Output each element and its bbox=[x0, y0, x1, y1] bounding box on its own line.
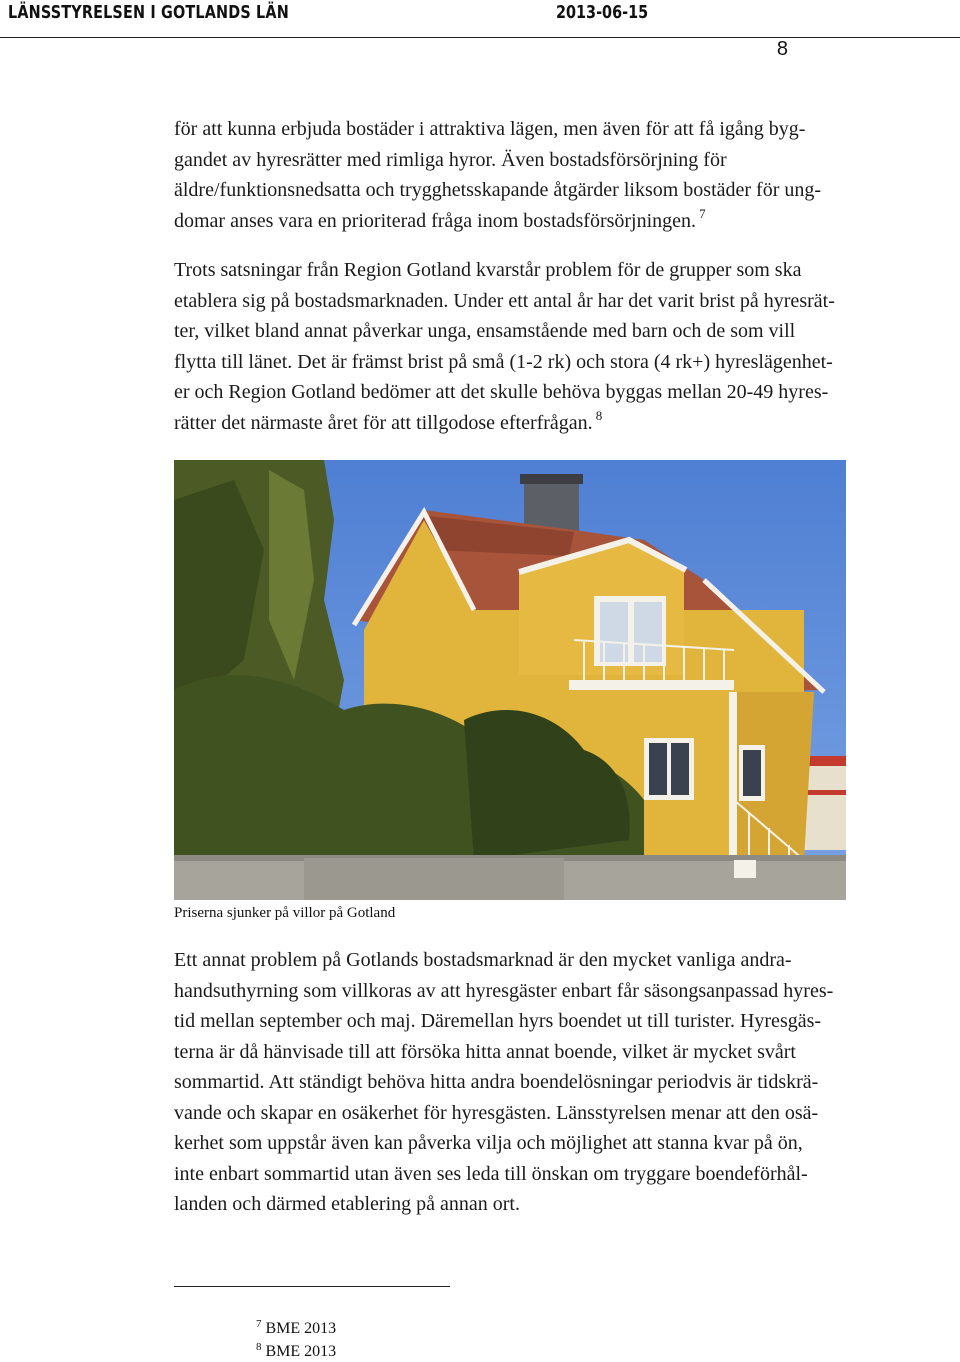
yellow-house-photo-icon bbox=[174, 460, 846, 900]
paragraph-3 bbox=[174, 945, 916, 1220]
text-line-content: rätter det närmaste året för att tillgodose efterfrågan. bbox=[174, 411, 593, 434]
house-photo bbox=[174, 460, 846, 900]
text-line: för att kunna erbjuda bostäder i attraktiva lägen, men även för att få igång byg- bbox=[174, 118, 806, 140]
page-number: 8 bbox=[776, 38, 788, 60]
text-line bbox=[174, 408, 916, 439]
paragraph-1 bbox=[174, 114, 916, 236]
text-line: inte enbart sommartid utan även ses leda till önskan om tryggare boendeförhål- bbox=[174, 1162, 808, 1185]
text-line: ter, vilket bland annat påverkar unga, ensamstående med barn och de som vill bbox=[174, 320, 796, 342]
text-line: kerhet som uppstår även kan påverka vilja och möjlighet att stanna kvar på ön, bbox=[174, 1132, 803, 1154]
footnote-text: BME 2013 bbox=[265, 1343, 337, 1360]
footnote-reference[interactable]: 8 bbox=[595, 407, 603, 423]
header-date: 2013-06-15 bbox=[556, 2, 649, 23]
footnote-number: 8 bbox=[256, 1341, 262, 1353]
text-line-content: domar anses vara en prioriterad fråga inom bostadsförsörjningen. bbox=[174, 209, 697, 232]
footnote-reference[interactable]: 7 bbox=[699, 205, 706, 221]
text-line: Trots satsningar från Region Gotland kvarstår problem för de grupper som ska bbox=[174, 259, 802, 281]
text-line: gandet av hyresrätter med rimliga hyror. Även bostadsförsörjning för bbox=[174, 148, 727, 171]
text-line: etablera sig på bostadsmarknaden. Under ett antal år har det varit brist på hyresrät- bbox=[174, 289, 835, 312]
paragraph-2 bbox=[174, 255, 916, 438]
footnote-separator bbox=[174, 1286, 450, 1287]
footnote-8 bbox=[256, 1343, 336, 1361]
text-line: sommartid. Att ständigt behöva hitta andra boendelösningar periodvis är tidskrä- bbox=[174, 1071, 819, 1093]
text-line: terna är då hänvisade till att försöka hitta annat boende, vilket är mycket svårt bbox=[174, 1040, 796, 1063]
footnote-number: 7 bbox=[256, 1318, 262, 1330]
text-line: vande och skapar en osäkerhet för hyresgästen. Länsstyrelsen menar att den osä- bbox=[174, 1101, 819, 1124]
page-header bbox=[0, 0, 960, 38]
footnote-text: BME 2013 bbox=[265, 1320, 337, 1337]
text-line bbox=[174, 206, 916, 237]
footnote-7 bbox=[256, 1320, 336, 1338]
text-line: flytta till länet. Det är främst brist på små (1-2 rk) och stora (4 rk+) hyreslägenhet- bbox=[174, 350, 833, 373]
text-line: handsuthyrning som villkoras av att hyresgäster enbart får säsongsanpassad hyres- bbox=[174, 979, 834, 1002]
text-line: tid mellan september och maj. Däremellan hyrs boendet ut till turister. Hyresgäs- bbox=[174, 1010, 822, 1032]
text-line: äldre/funktionsnedsatta och trygghetsskapande åtgärder liksom bostäder för ung- bbox=[174, 179, 822, 201]
text-line: er och Region Gotland bedömer att det skulle behöva byggas mellan 20-49 hyres- bbox=[174, 381, 829, 403]
header-organization: LÄNSSTYRELSEN I GOTLANDS LÄN bbox=[8, 2, 289, 23]
text-line: Ett annat problem på Gotlands bostadsmarknad är den mycket vanliga andra- bbox=[174, 949, 792, 971]
photo-caption: Priserna sjunker på villor på Gotland bbox=[174, 905, 396, 921]
text-line: landen och därmed etablering på annan ort. bbox=[174, 1193, 520, 1215]
